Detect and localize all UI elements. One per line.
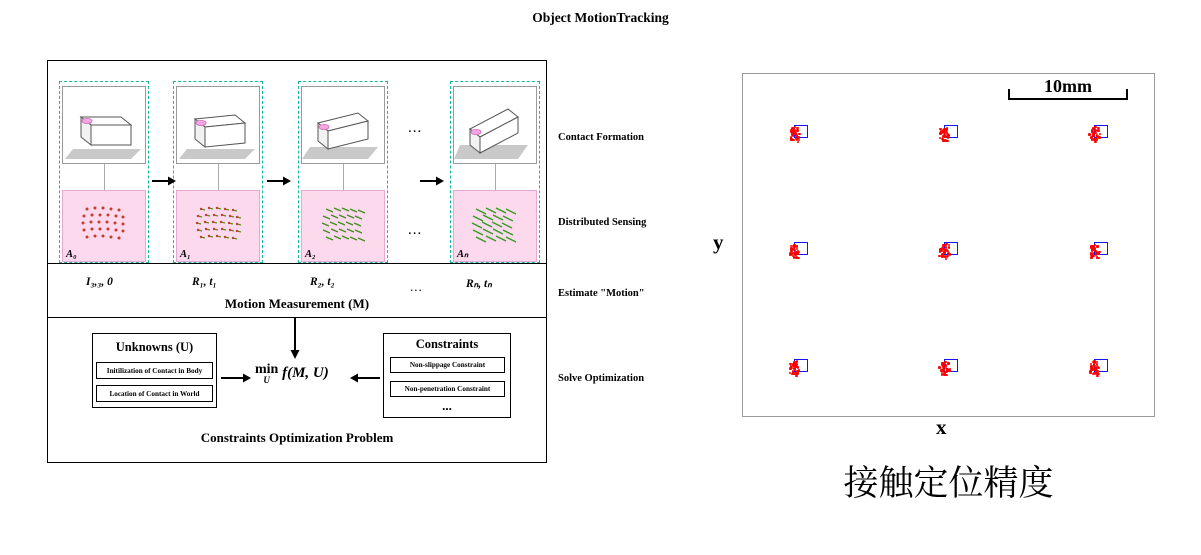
constraints-item-1: Non-penetration Constraint bbox=[390, 381, 505, 397]
measurement-0: I₃,₃, 0 bbox=[86, 276, 113, 288]
marker-estimate-point bbox=[790, 247, 793, 250]
scatter-marker bbox=[1085, 122, 1111, 142]
scatter-marker bbox=[1085, 239, 1111, 259]
marker-estimate-point bbox=[1090, 254, 1093, 257]
scatter-marker bbox=[935, 356, 961, 376]
marker-estimate-point bbox=[789, 254, 792, 257]
marker-estimate-cluster bbox=[785, 122, 811, 142]
marker-estimate-point bbox=[792, 134, 795, 137]
scene-ellipsis: ... bbox=[408, 120, 423, 136]
scatter-marker bbox=[935, 239, 961, 259]
marker-estimate-point bbox=[938, 255, 941, 258]
measurement-1: R₁, t₁ bbox=[192, 276, 217, 288]
sensing-label-2: A₂ bbox=[305, 249, 316, 260]
marker-estimate-point bbox=[1092, 134, 1095, 137]
stage-label-estimate-motion: Estimate "Motion" bbox=[558, 288, 645, 299]
marker-estimate-point bbox=[1099, 133, 1102, 136]
objective-function: f(M, U) bbox=[282, 364, 329, 381]
marker-estimate-point bbox=[1088, 133, 1091, 136]
measurement-to-objective-arrow bbox=[290, 318, 300, 360]
marker-estimate-point bbox=[1093, 138, 1096, 141]
marker-estimate-cluster bbox=[935, 356, 961, 376]
scatter-marker bbox=[785, 356, 811, 376]
sensing-label-0: A₀ bbox=[66, 249, 77, 260]
scale-bar-tick-left bbox=[1008, 89, 1010, 99]
contact-scene-3 bbox=[453, 86, 537, 164]
figure-caption: 接触定位精度 bbox=[843, 464, 1054, 504]
unknowns-to-objective-arrow bbox=[221, 370, 251, 380]
scale-bar-tick-right bbox=[1126, 89, 1128, 99]
marker-estimate-cluster bbox=[935, 239, 961, 259]
scale-bar-label: 10mm bbox=[1044, 76, 1092, 96]
unknowns-title: Unknowns (U) bbox=[115, 340, 194, 354]
marker-estimate-point bbox=[943, 251, 946, 254]
marker-estimate-point bbox=[796, 127, 799, 130]
stage-label-distributed-sensing: Distributed Sensing bbox=[558, 217, 647, 228]
scatter-marker bbox=[785, 122, 811, 142]
constraints-title: Constraints bbox=[415, 337, 479, 351]
motion-measurement-title: Motion Measurement (M) bbox=[224, 296, 370, 311]
sensing-field-3 bbox=[453, 190, 537, 262]
flow-arrow-0 bbox=[152, 176, 176, 186]
marker-estimate-point bbox=[1097, 127, 1100, 130]
marker-estimate-point bbox=[793, 365, 796, 368]
min-label: min bbox=[255, 362, 279, 377]
marker-estimate-point bbox=[794, 372, 797, 375]
marker-estimate-point bbox=[943, 373, 946, 376]
marker-estimate-point bbox=[1095, 369, 1098, 372]
scatter-marker bbox=[1085, 356, 1111, 376]
marker-estimate-cluster bbox=[1085, 122, 1111, 142]
marker-estimate-point bbox=[1090, 245, 1093, 248]
marker-estimate-cluster bbox=[785, 356, 811, 376]
marker-estimate-point bbox=[796, 129, 799, 132]
marker-estimate-point bbox=[1095, 372, 1098, 375]
contact-scene-2 bbox=[301, 86, 385, 164]
min-operator bbox=[255, 362, 278, 385]
marker-estimate-point bbox=[1090, 256, 1093, 259]
marker-estimate-point bbox=[1092, 361, 1095, 364]
sensing-label-3: Aₙ bbox=[457, 249, 469, 260]
marker-estimate-point bbox=[1093, 127, 1096, 130]
marker-estimate-point bbox=[939, 248, 942, 251]
marker-estimate-point bbox=[795, 256, 798, 259]
marker-estimate-point bbox=[1097, 129, 1100, 132]
marker-estimate-point bbox=[948, 246, 951, 249]
constraints-item-0: Non-slippage Constraint bbox=[390, 357, 505, 373]
sensing-field-0 bbox=[62, 190, 146, 262]
y-axis-label: y bbox=[713, 230, 724, 254]
frame-connector-0 bbox=[104, 164, 105, 190]
marker-estimate-point bbox=[938, 366, 941, 369]
marker-estimate-cluster bbox=[785, 239, 811, 259]
flow-arrow-2 bbox=[420, 176, 444, 186]
marker-estimate-point bbox=[947, 252, 950, 255]
marker-estimate-point bbox=[795, 251, 798, 254]
sensing-field-1 bbox=[176, 190, 260, 262]
marker-estimate-point bbox=[946, 368, 949, 371]
marker-estimate-point bbox=[944, 255, 947, 258]
constraints-optimization-title: Constraints Optimization Problem bbox=[200, 430, 394, 445]
marker-estimate-point bbox=[1096, 251, 1099, 254]
frame-connector-3 bbox=[495, 164, 496, 190]
marker-estimate-point bbox=[940, 130, 943, 133]
marker-estimate-point bbox=[941, 362, 944, 365]
pipeline-title: Object MotionTracking bbox=[532, 10, 669, 25]
contact-scene-0 bbox=[62, 86, 146, 164]
frame-connector-1 bbox=[218, 164, 219, 190]
measurement-3: Rₙ, tₙ bbox=[466, 278, 492, 290]
marker-estimate-cluster bbox=[935, 122, 961, 142]
stage-label-solve-optimization: Solve Optimization bbox=[558, 373, 645, 384]
flow-arrow-1 bbox=[267, 176, 291, 186]
scale-bar-line bbox=[1008, 98, 1128, 100]
constraints-more: ... bbox=[442, 398, 452, 413]
unknowns-item-1: Location of Contact in World bbox=[96, 385, 213, 402]
objective-expression bbox=[255, 362, 329, 385]
min-subscript: U bbox=[263, 375, 270, 385]
marker-estimate-point bbox=[798, 369, 801, 372]
marker-estimate-point bbox=[798, 133, 801, 136]
sensing-label-1: A₁ bbox=[180, 249, 191, 260]
measurement-ellipsis: ... bbox=[410, 279, 423, 294]
marker-estimate-point bbox=[944, 244, 947, 247]
marker-estimate-point bbox=[1096, 135, 1099, 138]
sensing-ellipsis: ... bbox=[408, 222, 423, 238]
marker-estimate-point bbox=[944, 139, 947, 142]
marker-estimate-point bbox=[939, 128, 942, 131]
marker-estimate-point bbox=[948, 134, 951, 137]
marker-estimate-point bbox=[948, 244, 951, 247]
measurement-2: R₂, t₂ bbox=[310, 276, 335, 288]
frame-connector-2 bbox=[343, 164, 344, 190]
scale-bar bbox=[1008, 98, 1128, 99]
scatter-marker bbox=[785, 239, 811, 259]
scatter-marker bbox=[935, 122, 961, 142]
marker-estimate-point bbox=[1091, 368, 1094, 371]
marker-estimate-point bbox=[1090, 365, 1093, 368]
contact-scene-1 bbox=[176, 86, 260, 164]
sensing-field-2 bbox=[301, 190, 385, 262]
unknowns-item-0: Initilization of Contact in Body bbox=[96, 362, 213, 379]
marker-estimate-cluster bbox=[1085, 356, 1111, 376]
marker-estimate-cluster bbox=[1085, 239, 1111, 259]
stage-label-contact-formation: Contact Formation bbox=[558, 132, 645, 143]
objective-to-constraints-arrow bbox=[350, 370, 380, 380]
x-axis-label: x bbox=[936, 415, 947, 439]
